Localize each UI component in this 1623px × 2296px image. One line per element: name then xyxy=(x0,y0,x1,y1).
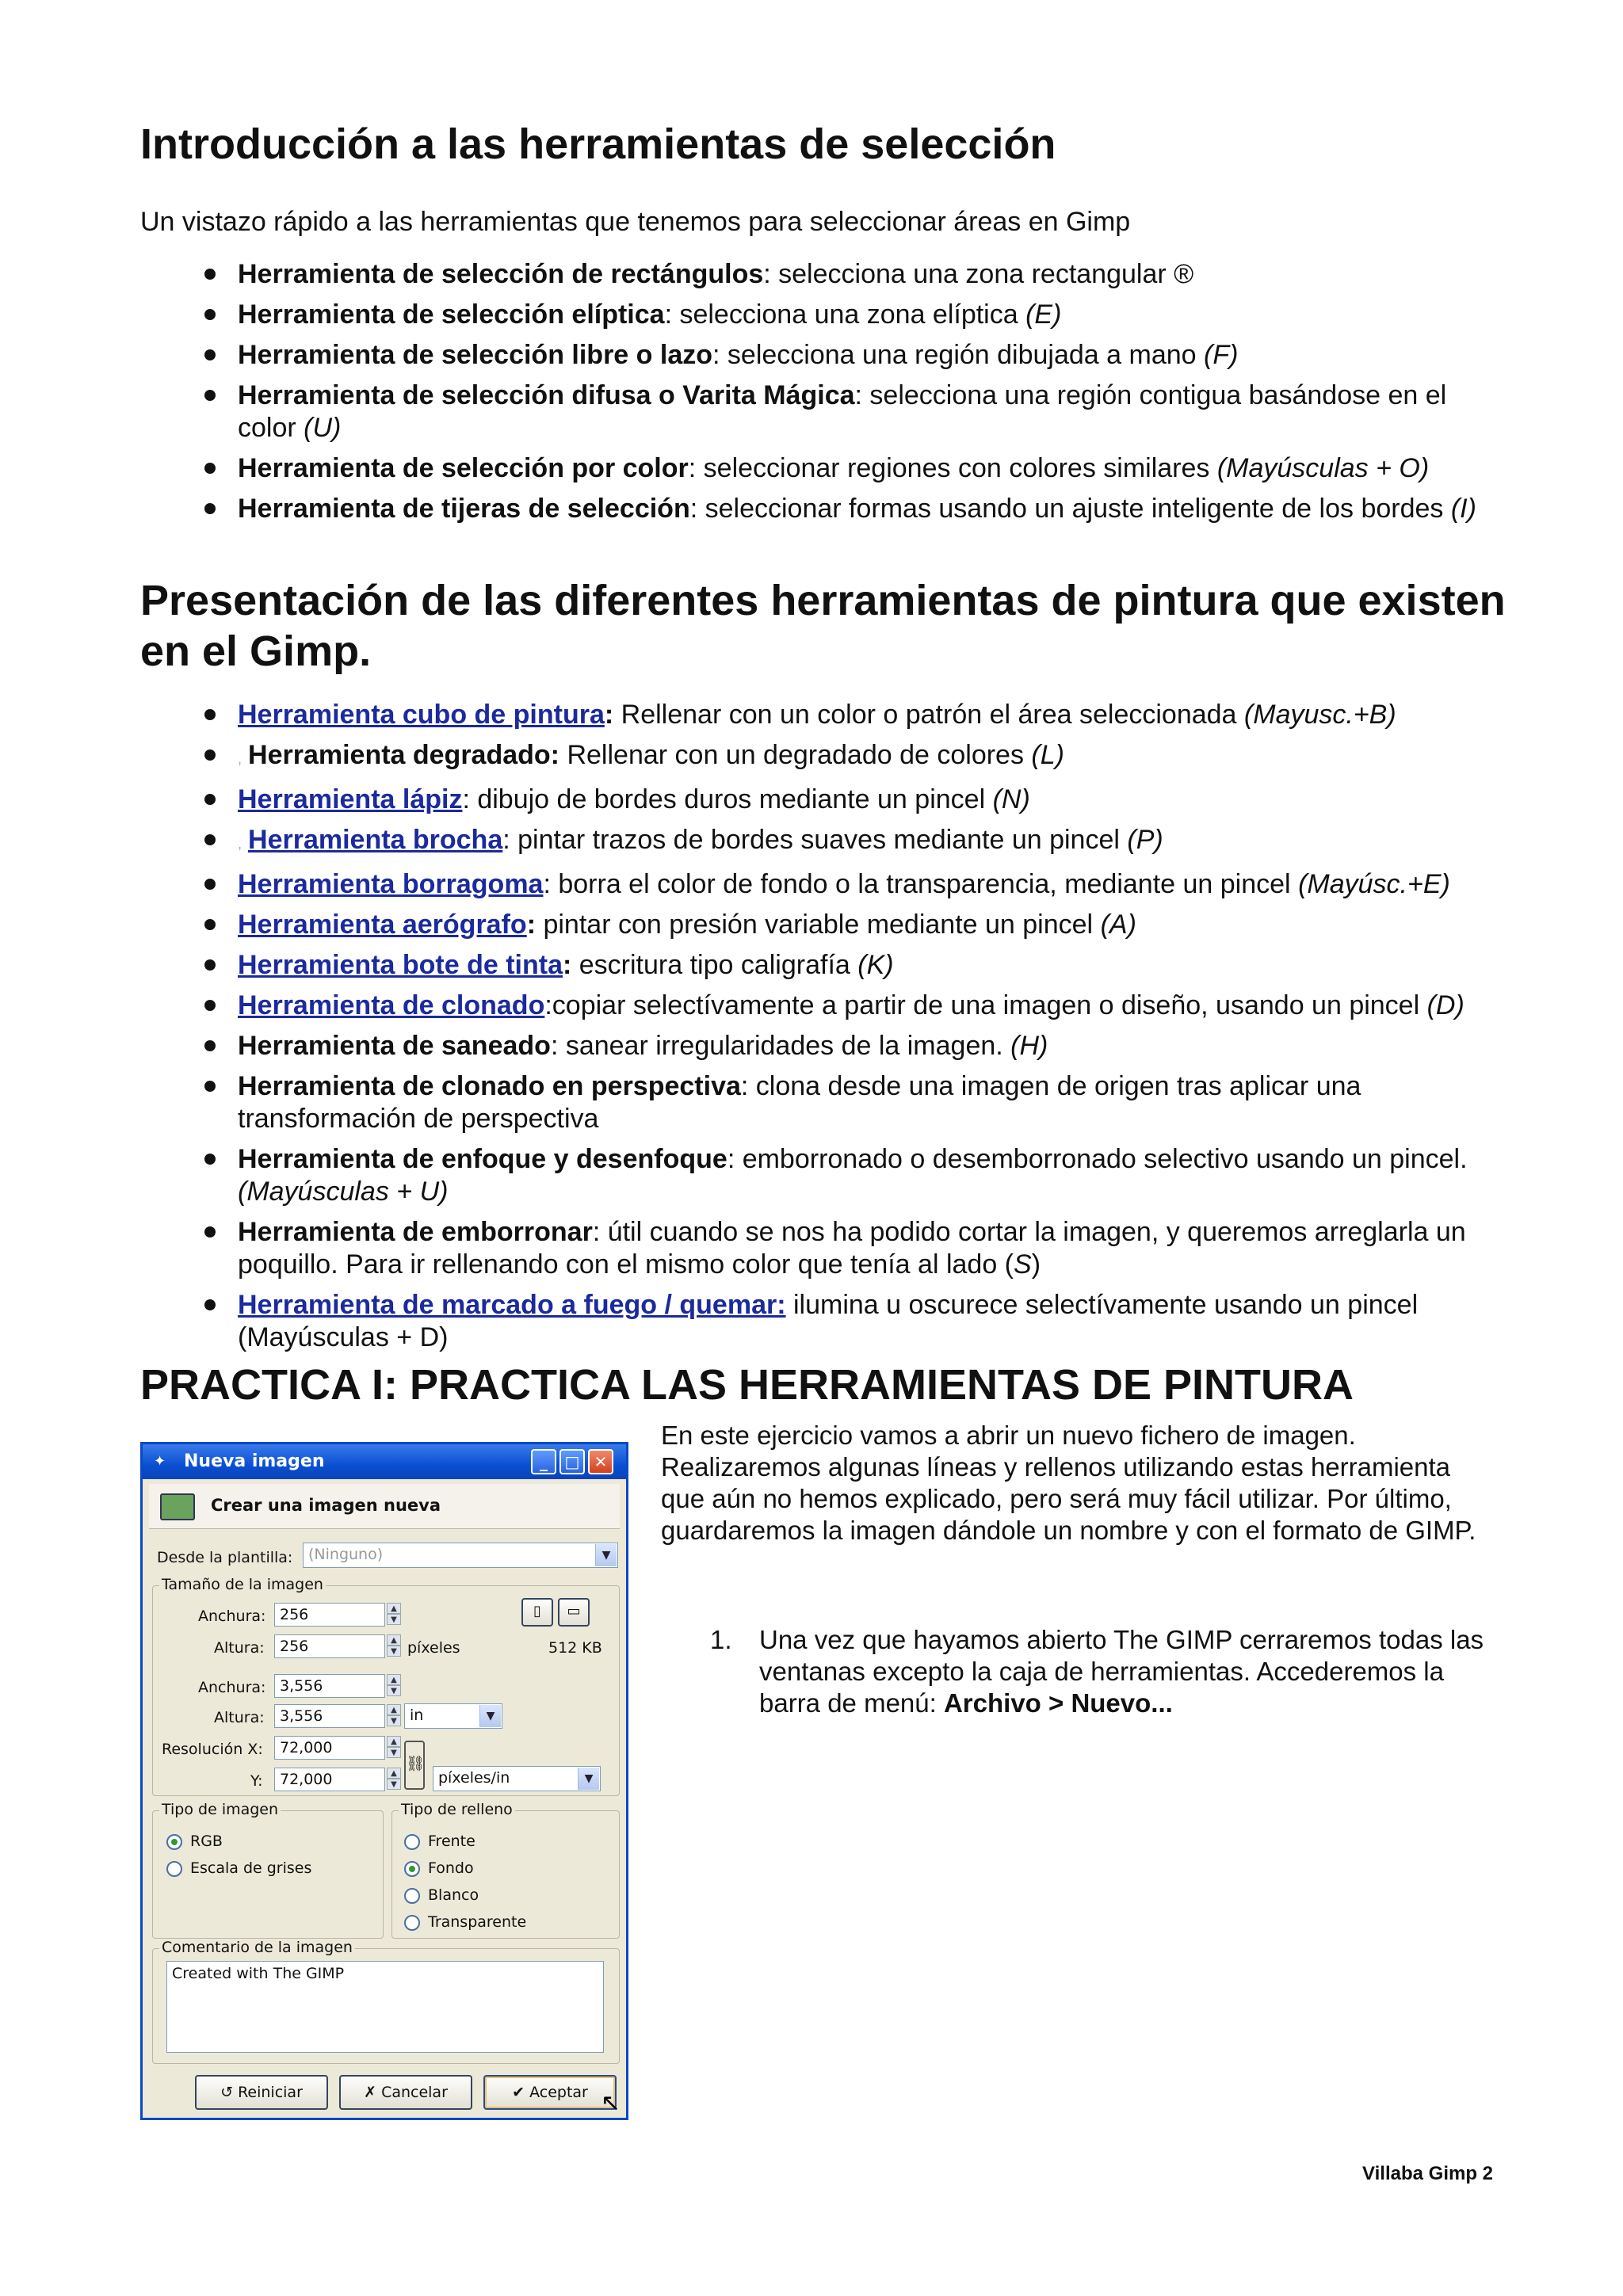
step-number: 1. xyxy=(710,1625,732,1654)
radio-fill-white[interactable] xyxy=(404,1888,420,1904)
radio-fill-background[interactable] xyxy=(404,1861,420,1877)
minimize-icon[interactable]: _ xyxy=(531,1449,556,1474)
chain-link-icon[interactable]: ⛓ xyxy=(404,1741,425,1790)
list-item: Herramienta bote de tinta: escritura tipo caligrafía (K) xyxy=(198,949,1498,982)
tool-link-lapiz[interactable]: Herramienta lápiz xyxy=(238,784,463,814)
new-image-dialog xyxy=(140,1442,628,2120)
close-icon[interactable]: ✕ xyxy=(588,1449,613,1474)
list-item: Herramienta de selección de rectángulos: selecciona una zona rectangular ® xyxy=(198,258,1498,291)
list-item: Herramienta aerógrafo: pintar con presión variable mediante un pincel (A) xyxy=(198,909,1498,941)
list-item: Herramienta de selección difusa o Varita Mágica: selecciona una región contigua basándose en el color (U) xyxy=(198,379,1498,444)
dialog-titlebar xyxy=(143,1444,626,1479)
template-label: Desde la plantilla: xyxy=(157,1549,293,1566)
section-title-selection: Introducción a las herramientas de selección xyxy=(140,120,1056,168)
chevron-down-icon: ▼ xyxy=(578,1768,599,1790)
comment-textarea[interactable]: Created with The GIMP xyxy=(166,1961,604,2053)
dialog-title: Nueva imagen xyxy=(184,1451,325,1471)
radio-fill-transparent[interactable] xyxy=(404,1915,420,1931)
list-item: Herramienta de clonado en perspectiva: clona desde una imagen de origen tras aplicar una transformación de perspectiva xyxy=(198,1070,1498,1135)
tool-link-clonado[interactable]: Herramienta de clonado xyxy=(238,990,545,1020)
radio-grayscale[interactable] xyxy=(166,1861,182,1877)
maximize-icon[interactable]: □ xyxy=(559,1449,585,1474)
section-title-paint-tools: Presentación de las diferentes herramientas de pintura que existen en el Gimp. xyxy=(140,577,1506,675)
list-item: Herramienta de selección libre o lazo: selecciona una región dibujada a mano (F) xyxy=(198,339,1498,372)
radio-rgb-label: RGB xyxy=(190,1833,223,1850)
width-in-label: Anchura: xyxy=(198,1679,266,1696)
list-item: , Herramienta degradado: Rellenar con un degradado de colores (L) xyxy=(198,739,1498,776)
paint-tools-list xyxy=(198,699,1498,1362)
selection-intro: Un vistazo rápido a las herramientas que tenemos para seleccionar áreas en Gimp xyxy=(140,207,1131,237)
tool-link-brocha[interactable]: Herramienta brocha xyxy=(248,825,503,855)
list-item: Herramienta de saneado: sanear irregularidades de la imagen. (H) xyxy=(198,1030,1498,1062)
chevron-down-icon: ▼ xyxy=(479,1705,501,1727)
list-item: Herramienta de enfoque y desenfoque: emborronado o desemborronado selectivo usando un pincel. (Mayúsculas + U) xyxy=(198,1143,1498,1208)
dialog-header-text: Crear una imagen nueva xyxy=(211,1496,441,1515)
menu-path: Archivo > Nuevo... xyxy=(943,1688,1173,1718)
radio-fill-transparent-label: Transparente xyxy=(428,1913,527,1931)
resolution-y-input[interactable]: 72,000 xyxy=(274,1768,385,1791)
height-in-stepper[interactable]: ▲ ▼ xyxy=(387,1704,401,1728)
height-in-label: Altura: xyxy=(214,1709,265,1726)
radio-fill-front[interactable] xyxy=(404,1834,420,1850)
list-item: Herramienta de emborronar: útil cuando se nos ha podido cortar la imagen, y queremos arreglarla un poquillo. Para ir rellenando con el mismo color que tenía al lado (S) xyxy=(198,1216,1498,1281)
tick-mark: , xyxy=(238,836,242,852)
practice-paragraph: En este ejercicio vamos a abrir un nuevo fichero de imagen. Realizaremos algunas líneas y rellenos utilizando estas herramienta que aún no hemos explicado, pero será muy fácil utilizar. Por último, guardaremos la imagen dándole un nombre y con el formato de GIMP. xyxy=(661,1421,1476,1545)
radio-fill-white-label: Blanco xyxy=(428,1886,479,1904)
height-px-stepper[interactable]: ▲ ▼ xyxy=(387,1634,401,1658)
new-image-icon xyxy=(160,1493,195,1520)
resolution-unit-select[interactable]: píxeles/in ▼ xyxy=(433,1766,601,1791)
radio-fill-front-label: Frente xyxy=(428,1833,475,1850)
resolution-x-label: Resolución X: xyxy=(162,1741,263,1758)
landscape-icon[interactable]: ▭ xyxy=(558,1598,590,1627)
list-item: Herramienta cubo de pintura: Rellenar con un color o patrón el área seleccionada (Mayusc.+B) xyxy=(198,699,1498,731)
template-select[interactable]: (Ninguno) ▼ xyxy=(303,1543,618,1568)
width-px-input[interactable]: 256 xyxy=(274,1603,385,1627)
radio-grayscale-label: Escala de grises xyxy=(190,1859,312,1877)
gimp-wilber-icon: ✦ xyxy=(154,1453,166,1470)
width-label: Anchura: xyxy=(198,1608,266,1625)
resolution-y-stepper[interactable]: ▲ ▼ xyxy=(387,1768,401,1791)
tool-link-bote-tinta[interactable]: Herramienta bote de tinta xyxy=(238,950,563,980)
tool-link-borragoma[interactable]: Herramienta borragoma xyxy=(238,869,544,899)
reset-button[interactable]: ↺ Reiniciar xyxy=(195,2075,328,2110)
list-item: Herramienta de marcado a fuego / quemar: ilumina u oscurece selectívamente usando un pincel (Mayúsculas + D) xyxy=(198,1289,1498,1354)
tool-link-cubo[interactable]: Herramienta cubo de pintura xyxy=(238,700,605,730)
list-item: Herramienta borragoma: borra el color de fondo o la transparencia, mediante un pincel (Mayúsc.+E) xyxy=(198,868,1498,901)
mouse-cursor-icon: ↖ xyxy=(601,2089,621,2117)
list-item: Herramienta de selección por color: seleccionar regiones con colores similares (Mayúsculas + O) xyxy=(198,452,1498,485)
tool-link-quemar[interactable]: Herramienta de marcado a fuego / quemar: xyxy=(238,1290,786,1320)
resolution-y-label: Y: xyxy=(250,1772,263,1790)
selection-tools-list xyxy=(198,258,1498,533)
list-item: , Herramienta brocha: pintar trazos de bordes suaves mediante un pincel (P) xyxy=(198,824,1498,860)
list-item: Herramienta de tijeras de selección: seleccionar formas usando un ajuste inteligente de los bordes (I) xyxy=(198,493,1498,525)
fill-type-group: Tipo de relleno xyxy=(391,1810,620,1939)
size-kb-label: 512 KB xyxy=(548,1639,602,1657)
size-unit-select[interactable]: in ▼ xyxy=(404,1703,502,1729)
resolution-x-stepper[interactable]: ▲ ▼ xyxy=(387,1736,401,1760)
comment-group: Comentario de la imagen xyxy=(152,1948,620,2064)
height-label: Altura: xyxy=(214,1639,265,1657)
image-type-group: Tipo de imagen xyxy=(152,1810,384,1939)
width-px-stepper[interactable]: ▲ ▼ xyxy=(387,1603,401,1627)
width-in-input[interactable]: 3,556 xyxy=(274,1674,385,1698)
list-item: Herramienta de clonado:copiar selectívamente a partir de una imagen o diseño, usando un pincel (D) xyxy=(198,990,1498,1022)
dialog-header xyxy=(149,1484,620,1529)
portrait-icon[interactable]: ▯ xyxy=(521,1598,553,1627)
tick-mark: , xyxy=(238,751,242,767)
cancel-button[interactable]: ✗ Cancelar xyxy=(339,2075,472,2110)
radio-fill-background-label: Fondo xyxy=(428,1859,474,1877)
height-in-input[interactable]: 3,556 xyxy=(274,1704,385,1728)
unit-px-label: píxeles xyxy=(407,1639,460,1657)
width-in-stepper[interactable]: ▲ ▼ xyxy=(387,1674,401,1698)
tool-link-aerografo[interactable]: Herramienta aerógrafo xyxy=(238,910,527,940)
image-size-group: Tamaño de la imagen xyxy=(152,1585,620,1796)
list-item: Herramienta lápiz: dibujo de bordes duros mediante un pincel (N) xyxy=(198,784,1498,816)
section-title-practice: PRACTICA I: PRACTICA LAS HERRAMIENTAS DE PINTURA xyxy=(140,1361,1354,1409)
resolution-x-input[interactable]: 72,000 xyxy=(274,1736,385,1760)
chevron-down-icon: ▼ xyxy=(595,1544,617,1566)
list-item: Herramienta de selección elíptica: selecciona una zona elíptica (E) xyxy=(198,299,1498,331)
accept-button[interactable]: ✔ Aceptar xyxy=(483,2075,617,2110)
page-footer: Villaba Gimp 2 xyxy=(1362,2163,1493,2184)
height-px-input[interactable]: 256 xyxy=(274,1634,385,1658)
radio-rgb[interactable] xyxy=(166,1834,182,1850)
step-body: Una vez que hayamos abierto The GIMP cerraremos todas las ventanas excepto la caja de herramientas. Accederemos la barra de menú: Archivo > Nuevo... xyxy=(759,1625,1484,1718)
